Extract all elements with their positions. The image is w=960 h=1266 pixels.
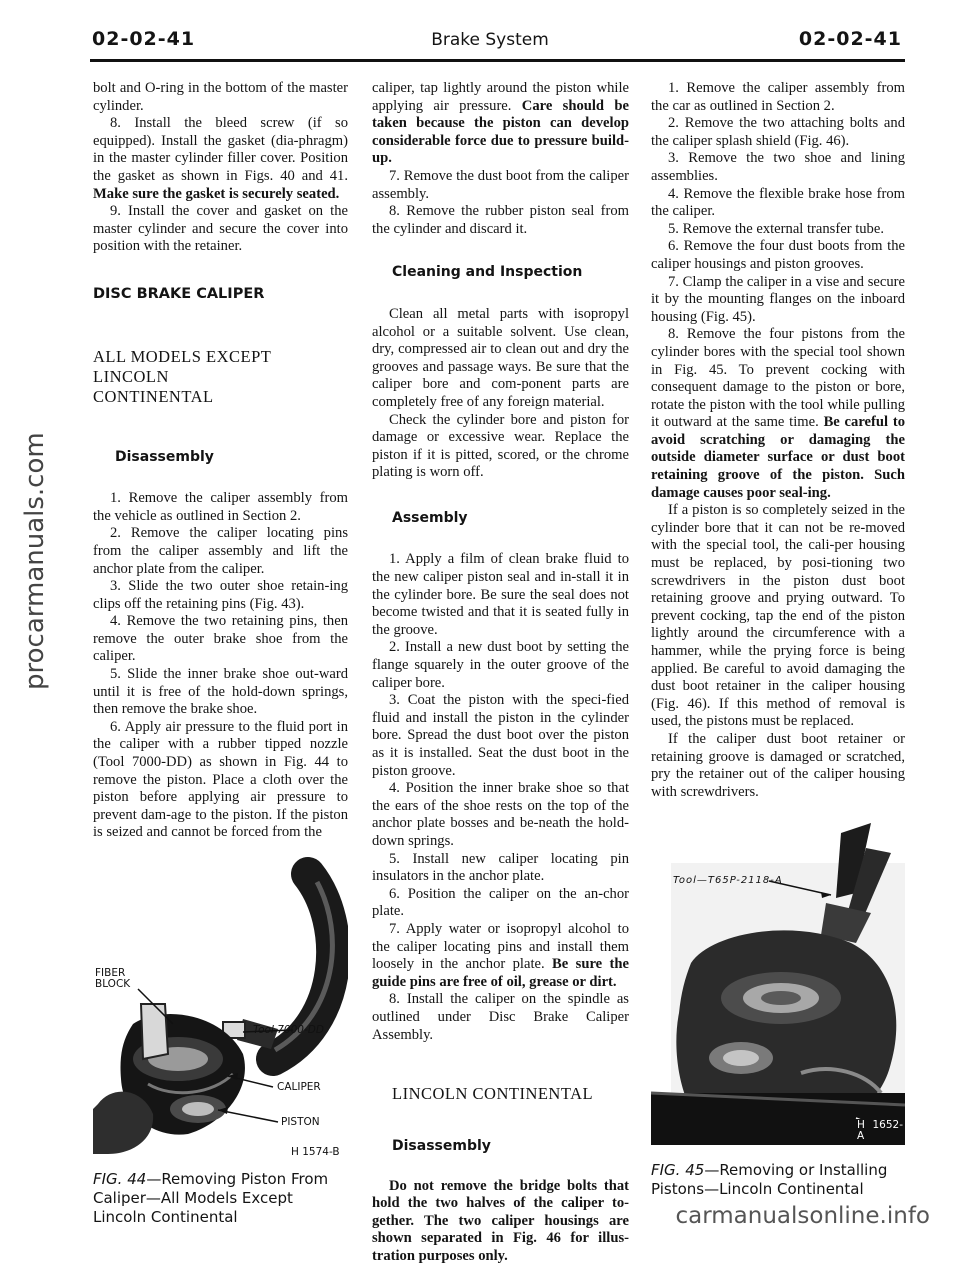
label-caliper: CALIPER bbox=[277, 1081, 321, 1093]
paragraph: bolt and O-ring in the bottom of the master cylinder. bbox=[93, 80, 348, 114]
page-title: Brake System bbox=[431, 30, 549, 50]
step-1: 1. Remove the caliper assembly from the car as outlined in Section 2. bbox=[651, 80, 905, 114]
subheading-assembly: Assembly bbox=[392, 509, 468, 526]
figure-45 bbox=[651, 823, 905, 1145]
step-6: 6. Remove the four dust boots from the caliper housings and piston grooves. bbox=[651, 238, 905, 272]
page-number-right: 02-02-41 bbox=[798, 28, 902, 50]
label-tool-t65p-2118-a: Tool—T65P-2118-A bbox=[673, 875, 783, 887]
paragraph: If the caliper dust boot retainer or retaining groove is damaged or scratched, pry the retainer out of the caliper housing with screwdrivers. bbox=[651, 730, 905, 800]
figure-44-caption: FIG. 44—Removing Piston From Caliper—All Models Except Lincoln Continental bbox=[93, 1170, 329, 1226]
step-2: 2. Remove the two attaching bolts and the caliper splash shield (Fig. 46). bbox=[651, 115, 905, 149]
section-heading-lincoln-continental: LINCOLN CONTINENTAL bbox=[392, 1084, 594, 1104]
label-tool-7000-dd: Tool 7000-DD bbox=[253, 1024, 324, 1036]
step-7: 7. Remove the dust boot from the caliper assembly. bbox=[372, 167, 629, 202]
step-5: 5. Slide the inner brake shoe out-ward until it is free of the hold-down springs, then remove the brake shoe. bbox=[93, 666, 348, 718]
label-block: BLOCK bbox=[95, 978, 131, 990]
subheading-cleaning-inspection: Cleaning and Inspection bbox=[392, 264, 583, 281]
subheading-disassembly: Disassembly bbox=[392, 1138, 491, 1155]
column-right bbox=[651, 80, 905, 1199]
step-3: 3. Remove the two shoe and lining assemblies. bbox=[651, 150, 905, 184]
figure-45-illustration bbox=[651, 823, 905, 1145]
step-4: 4. Remove the two retaining pins, then remove the outer brake shoe from the caliper. bbox=[93, 613, 348, 665]
paragraph: If a piston is so completely seized in the cylinder bore that it can not be re-moved with the special tool, the cali-per housing must be replaced, by posi-tioning two screwdrivers in the piston dust boot retaining groove and prying outward. To prevent cocking, tap the end of the piston lightly around the circumference with a hammer, while the prying force is being applied. Be careful to avoid damaging the dust boot retainer in the caliper housing (Fig. 46). If this method of removal is used, the pistons must be replaced. bbox=[651, 502, 905, 730]
step-6: 6. Apply air pressure to the fluid port in the caliper with a rubber tipped nozzle (Tool 7000-DD) as shown in Fig. 44 to remove the piston. Place a cloth over the piston before applying air pressure to prevent dam-age to the piston. If the piston is seized and cannot be forced from the bbox=[93, 718, 348, 841]
step-1: 1. Remove the caliper assembly from the vehicle as outlined in Section 2. bbox=[93, 490, 348, 524]
paragraph: caliper, tap lightly around the piston while applying air pressure. Care should be taken because the piston can develop considerable force due to pressure build-up. bbox=[372, 80, 629, 167]
step-4: 4. Position the inner brake shoe so that the ears of the shoe rests on the top of the anchor plate bosses and be-neath the hold-down springs. bbox=[372, 780, 629, 849]
step-8: 8. Install the caliper on the spindle as outlined under Disc Brake Caliper Assembly. bbox=[372, 991, 629, 1043]
step-4: 4. Remove the flexible brake hose from the caliper. bbox=[651, 185, 905, 220]
step-3: 3. Slide the two outer shoe retain-ing clips off the retaining pins (Fig. 43). bbox=[93, 578, 348, 612]
step-6: 6. Position the caliper on the an-chor plate. bbox=[372, 885, 629, 920]
page-number-left: 02-02-41 bbox=[92, 28, 196, 50]
step-5: 5. Remove the external transfer tube. bbox=[668, 220, 884, 237]
figure-45-caption: FIG. 45—Removing or Installing Pistons—Lincoln Continental bbox=[651, 1161, 888, 1199]
step-7: 7. Clamp the caliper in a vise and secure it by the mounting flanges on the inboard housing (Fig. 45). bbox=[651, 273, 905, 325]
step-9: 9. Install the cover and gasket on the master cylinder and secure the cover into position with the retainer. bbox=[93, 203, 348, 255]
label-piston: PISTON bbox=[281, 1116, 320, 1128]
column-left bbox=[93, 80, 348, 1227]
side-watermark: procarmanuals.com bbox=[20, 432, 50, 690]
figure-code: H 1652-A bbox=[857, 1119, 903, 1143]
footer-watermark: carmanualsonline.info bbox=[675, 1203, 930, 1229]
warning-paragraph: Do not remove the bridge bolts that hold the two halves of the caliper to-gether. The two caliper housings are shown separated in Fig. 46 for illus-tration purposes only. bbox=[372, 1177, 629, 1265]
step-1: 1. Apply a film of clean brake fluid to the new caliper piston seal and in-stall it in the cylinder bore. Be sure the seal does not become twisted and that it is seated fully in the groove. bbox=[372, 551, 629, 638]
step-3: 3. Coat the piston with the speci-fied fluid and install the piston in the cylinder bore. Spread the dust boot over the piston as it is installed. Seat the dust boot in the piston groove. bbox=[372, 692, 629, 779]
step-5: 5. Install new caliper locating pin insulators in the anchor plate. bbox=[372, 850, 629, 885]
figure-44 bbox=[93, 854, 348, 1162]
step-2: 2. Install a new dust boot by setting the flange squarely in the outer groove of the caliper bore. bbox=[372, 639, 629, 691]
step-8: 8. Remove the rubber piston seal from the cylinder and discard it. bbox=[372, 203, 629, 237]
step-8: 8. Install the bleed screw (if so equipped). Install the gasket (dia-phragm) in the master cylinder filler cover. Position the gasket as shown in Figs. 40 and 41. Make sure the gasket is securely seated. bbox=[93, 115, 348, 202]
subheading-disassembly: Disassembly bbox=[115, 448, 214, 465]
column-middle bbox=[372, 80, 629, 1266]
paragraph: Clean all metal parts with isopropyl alcohol or a suitable solvent. Use clean, dry, compressed air to clean out and dry the grooves and passage ways. Be sure that the caliper bore and com-ponent parts are completely free of any foreign material. bbox=[372, 305, 629, 410]
header-rule bbox=[90, 59, 905, 62]
section-heading-all-models: ALL MODELS EXCEPT LINCOLN CONTINENTAL bbox=[93, 346, 272, 406]
step-7: 7. Apply water or isopropyl alcohol to the caliper locating pins and install them loosely in the anchor plate. Be sure the guide pins are free of oil, grease or dirt. bbox=[372, 920, 629, 990]
step-2: 2. Remove the caliper locating pins from the caliper assembly and lift the anchor plate from the caliper. bbox=[93, 525, 348, 577]
label-fiber: FIBER bbox=[95, 967, 126, 979]
section-heading-disc-brake-caliper: DISC BRAKE CALIPER bbox=[93, 285, 265, 302]
figure-code: H 1574-B bbox=[291, 1146, 340, 1158]
paragraph: Check the cylinder bore and piston for damage or excessive wear. Replace the piston if it is pitted, scored, or the chrome plating is worn off. bbox=[372, 411, 629, 481]
step-8: 8. Remove the four pistons from the cylinder bores with the special tool shown in Fig. 45. To prevent cocking with consequent damage to the piston or bore, rotate the piston with the tool while pulling it outward at the same time. Be careful to avoid scratching or damaging the outside diameter surface or dust boot retaining groove of the piston. Such damage causes poor seal-ing. bbox=[651, 326, 905, 501]
